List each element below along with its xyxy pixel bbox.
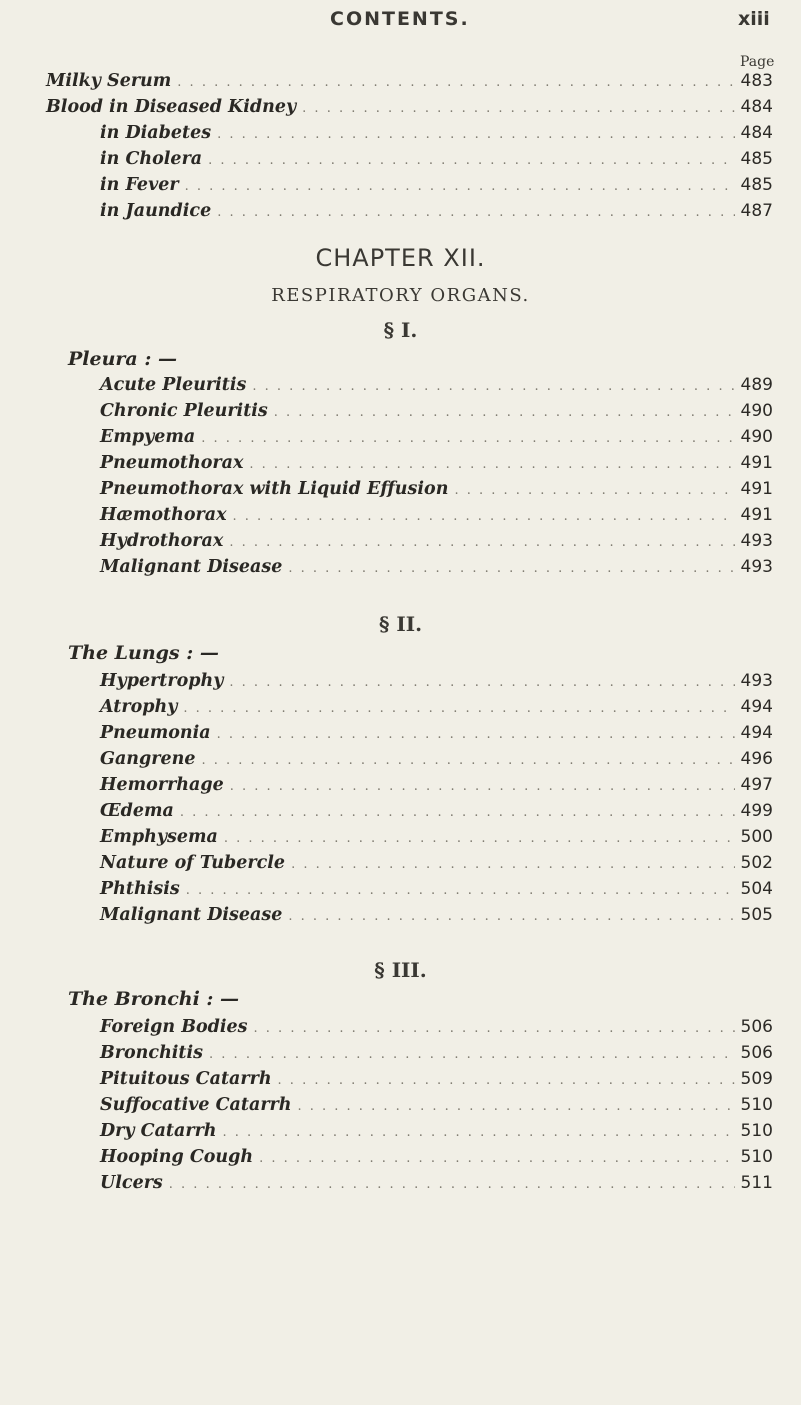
toc-entry-title: in Jaundice: [100, 201, 212, 221]
toc-entry-title: Phthisis: [100, 879, 180, 899]
toc-entry-title: Bronchitis: [100, 1043, 204, 1063]
toc-entry-page: 490: [740, 427, 773, 447]
toc-entry-page: 487: [740, 201, 773, 221]
toc-entry-title: Acute Pleuritis: [100, 375, 247, 395]
dot-leader: [230, 779, 735, 794]
section-mark: § III.: [374, 958, 427, 982]
toc-entry-title: in Cholera: [100, 149, 203, 169]
toc-entry-page: 491: [740, 505, 773, 525]
toc-entry-title: Suffocative Catarrh: [100, 1095, 292, 1115]
toc-entry-page: 491: [740, 479, 773, 499]
page-column-label: Page: [740, 54, 775, 70]
toc-entry-title: Foreign Bodies: [100, 1017, 248, 1037]
toc-entry: [100, 853, 773, 879]
toc-entry-title: Empyema: [100, 427, 196, 447]
dot-leader: [297, 1099, 734, 1114]
toc-entry: [100, 123, 773, 149]
toc-entry-page: 506: [740, 1017, 773, 1037]
toc-entry: [100, 671, 773, 697]
dot-leader: [169, 1177, 735, 1192]
toc-entry-title: in Diabetes: [100, 123, 212, 143]
dot-leader: [217, 205, 734, 220]
toc-entry-page: 510: [740, 1121, 773, 1141]
toc-entry-page: 493: [740, 557, 773, 577]
toc-entry: [46, 97, 773, 123]
toc-entry: [100, 401, 773, 427]
section-mark: § II.: [378, 612, 423, 636]
dot-leader: [223, 1125, 735, 1140]
dot-leader: [291, 857, 734, 872]
toc-entry-page: 496: [740, 749, 773, 769]
toc-entry-page: 502: [740, 853, 773, 873]
dot-leader: [288, 561, 734, 576]
toc-entry: [100, 723, 773, 749]
toc-entry: [46, 71, 773, 97]
toc-entry: [100, 1017, 773, 1043]
dot-leader: [177, 75, 734, 90]
toc-entry: [100, 1043, 773, 1069]
toc-entry: [100, 375, 773, 401]
toc-entry-page: 505: [740, 905, 773, 925]
dot-leader: [180, 805, 735, 820]
toc-entry-page: 491: [740, 453, 773, 473]
toc-entry: [100, 1069, 773, 1095]
toc-entry-title: Pneumothorax with Liquid Effusion: [100, 479, 449, 499]
toc-entry-title: Dry Catarrh: [100, 1121, 217, 1141]
toc-entry: [100, 1147, 773, 1173]
toc-entry: [100, 557, 773, 583]
toc-entry-title: Atrophy: [100, 697, 178, 717]
toc-entry-page: 493: [740, 671, 773, 691]
toc-entry-title: Hooping Cough: [100, 1147, 254, 1167]
page-folio: xiii: [738, 8, 770, 30]
dot-leader: [252, 379, 734, 394]
toc-entry: [100, 479, 773, 505]
toc-entry-page: 500: [740, 827, 773, 847]
toc-entry-title: Pneumonia: [100, 723, 211, 743]
toc-entry-page: 494: [740, 723, 773, 743]
dot-leader: [183, 701, 734, 716]
toc-entry-page: 489: [740, 375, 773, 395]
toc-entry-title: Ulcers: [100, 1173, 163, 1193]
toc-entry-title: Hæmothorax: [100, 505, 227, 525]
toc-entry-title: Hydrothorax: [100, 531, 224, 551]
dot-leader: [201, 753, 734, 768]
dot-leader: [278, 1073, 735, 1088]
running-title: CONTENTS.: [330, 8, 470, 30]
dot-leader: [186, 883, 735, 898]
dot-leader: [208, 153, 734, 168]
dot-leader: [254, 1021, 735, 1036]
toc-entry-title: Pituitous Catarrh: [100, 1069, 272, 1089]
toc-entry-page: 485: [740, 175, 773, 195]
dot-leader: [233, 509, 735, 524]
dot-leader: [217, 727, 735, 742]
toc-entry-page: 510: [740, 1095, 773, 1115]
toc-entry-page: 484: [740, 123, 773, 143]
toc-entry: [100, 175, 773, 201]
toc-entry-title: in Fever: [100, 175, 179, 195]
toc-entry-title: Pneumothorax: [100, 453, 244, 473]
toc-entry-title: Malignant Disease: [100, 557, 283, 577]
toc-entry: [100, 1095, 773, 1121]
dot-leader: [249, 457, 734, 472]
toc-entry: [100, 201, 773, 227]
toc-entry-page: 509: [740, 1069, 773, 1089]
dot-leader: [229, 675, 734, 690]
dot-leader: [217, 127, 734, 142]
toc-entry-title: Emphysema: [100, 827, 218, 847]
chapter-subtitle: RESPIRATORY ORGANS.: [271, 285, 530, 306]
dot-leader: [259, 1151, 734, 1166]
toc-entry-title: Milky Serum: [46, 71, 172, 91]
toc-entry: [100, 801, 773, 827]
toc-entry-page: 510: [740, 1147, 773, 1167]
toc-entry: [100, 827, 773, 853]
dot-leader: [209, 1047, 735, 1062]
group-heading: The Bronchi : —: [68, 988, 240, 1010]
group-heading: Pleura : —: [68, 348, 177, 370]
toc-entry-page: 494: [740, 697, 773, 717]
dot-leader: [274, 405, 735, 420]
dot-leader: [454, 483, 734, 498]
dot-leader: [229, 535, 734, 550]
chapter-heading: CHAPTER XII.: [315, 244, 486, 272]
dot-leader: [288, 909, 734, 924]
toc-entry: [100, 149, 773, 175]
toc-entry-title: Œdema: [100, 801, 174, 821]
toc-entry: [100, 879, 773, 905]
toc-entry-page: 484: [740, 97, 773, 117]
toc-entry-title: Gangrene: [100, 749, 196, 769]
toc-entry: [100, 531, 773, 557]
toc-entry-page: 506: [740, 1043, 773, 1063]
toc-entry-page: 499: [740, 801, 773, 821]
dot-leader: [201, 431, 734, 446]
toc-entry-page: 504: [740, 879, 773, 899]
toc-entry-title: Blood in Diseased Kidney: [46, 97, 297, 117]
section-mark: § I.: [383, 318, 418, 342]
toc-entry-page: 490: [740, 401, 773, 421]
toc-entry-title: Chronic Pleuritis: [100, 401, 268, 421]
toc-entry-title: Malignant Disease: [100, 905, 283, 925]
toc-entry-title: Nature of Tubercle: [100, 853, 286, 873]
toc-entry: [100, 1173, 773, 1199]
dot-leader: [224, 831, 735, 846]
toc-entry: [100, 427, 773, 453]
toc-entry: [100, 505, 773, 531]
toc-entry: [100, 1121, 773, 1147]
toc-entry-page: 485: [740, 149, 773, 169]
dot-leader: [302, 101, 734, 116]
toc-entry: [100, 453, 773, 479]
toc-entry-page: 493: [740, 531, 773, 551]
toc-entry-page: 483: [740, 71, 773, 91]
toc-entry: [100, 697, 773, 723]
running-head: [0, 2, 801, 42]
toc-entry-title: Hemorrhage: [100, 775, 224, 795]
toc-entry: [100, 905, 773, 931]
toc-entry-page: 511: [740, 1173, 773, 1193]
group-heading: The Lungs : —: [68, 642, 219, 664]
toc-entry: [100, 775, 773, 801]
toc-entry-title: Hypertrophy: [100, 671, 224, 691]
toc-entry-page: 497: [740, 775, 773, 795]
toc-entry: [100, 749, 773, 775]
dot-leader: [185, 179, 735, 194]
